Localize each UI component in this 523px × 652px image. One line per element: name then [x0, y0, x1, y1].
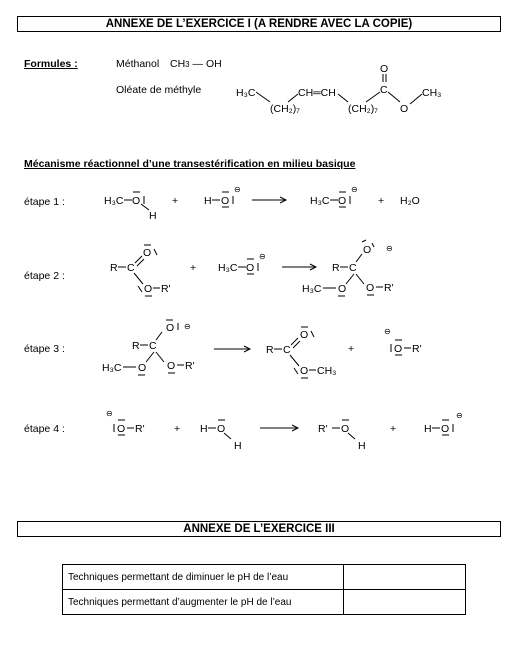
- s3-e-ch3: CH₃: [317, 365, 337, 377]
- s2-t-c: C: [349, 262, 357, 274]
- s1-o: O: [132, 195, 141, 207]
- s3-t-o-top: O: [166, 322, 175, 334]
- oleate-ch2-7-b: (CH₂)₇: [348, 103, 378, 115]
- annexe-1-title-box: [17, 16, 501, 32]
- s2-t-r: R: [332, 262, 340, 274]
- formules-label: Formules :: [24, 58, 78, 70]
- s4-plus-2: +: [390, 423, 397, 435]
- s3-e-o-single: O: [300, 365, 309, 377]
- oleate-h3c: H₃C: [236, 87, 256, 99]
- s3-t-h3c: H₃C: [102, 362, 122, 374]
- step-4-scheme: [100, 406, 480, 456]
- s2-r: R: [110, 262, 118, 274]
- s4-h-left: H: [200, 423, 208, 435]
- s2-t-h3c: H₃C: [302, 283, 322, 295]
- answer-cell-increase-ph[interactable]: [344, 590, 466, 615]
- annexe-3-title-box: [17, 521, 501, 537]
- s3-t-rp: R': [185, 360, 195, 372]
- s3-o-anion: O: [394, 343, 403, 355]
- s2-rp: R': [161, 283, 171, 295]
- s4-charge-1: ⊖: [106, 409, 113, 418]
- s4-o-hydroxide: O: [441, 423, 450, 435]
- ph-techniques-table: [62, 564, 466, 615]
- oleate-carbonyl-o: O: [380, 63, 389, 75]
- s2-t-o-left: O: [338, 283, 347, 295]
- step-2-scheme: [100, 240, 420, 305]
- s3-e-c: C: [283, 344, 291, 356]
- s1-plus-1: +: [172, 195, 179, 207]
- oleate-structure: [230, 63, 450, 120]
- step-3-scheme: [100, 318, 440, 383]
- oleate-ester-o: O: [400, 103, 409, 115]
- methanol-formula: CH3 — OH: [170, 58, 222, 70]
- s2-t-rp: R': [384, 282, 394, 294]
- s3-t-o-right: O: [167, 360, 176, 372]
- s1-h3c-prod: H₃C: [310, 195, 330, 207]
- s2-charge-1: ⊖: [259, 252, 266, 261]
- s2-o: O: [246, 262, 255, 274]
- s4-h-prod: H: [358, 440, 366, 452]
- s3-e-r: R: [266, 344, 274, 356]
- s2-t-charge: ⊖: [386, 244, 393, 253]
- s4-plus-1: +: [174, 423, 181, 435]
- s3-t-charge: ⊖: [184, 322, 191, 331]
- s4-rp-prod: R': [318, 423, 328, 435]
- methanol-label: Méthanol: [116, 58, 160, 70]
- s2-h3c: H₃C: [218, 262, 238, 274]
- oleate-ch-eq-ch: CH═CH: [298, 87, 336, 99]
- s2-o-single: O: [144, 283, 153, 295]
- s1-h3c: H₃C: [104, 195, 124, 207]
- s3-e-o-dbl: O: [300, 329, 309, 341]
- s2-t-o-top: O: [363, 244, 372, 256]
- s1-plus-2: +: [378, 195, 385, 207]
- s4-h-hydroxide: H: [424, 423, 432, 435]
- s1-h2o: H₂O: [400, 195, 420, 207]
- table-row: [63, 565, 466, 590]
- oleate-label: Oléate de méthyle: [116, 84, 202, 96]
- s1-charge-1: ⊖: [234, 185, 241, 194]
- table-row: [63, 590, 466, 615]
- s2-t-o-right: O: [366, 282, 375, 294]
- step-1-scheme: [100, 180, 430, 224]
- s1-charge-2: ⊖: [351, 185, 358, 194]
- s3-charge-2: ⊖: [384, 327, 391, 336]
- s3-plus: +: [348, 343, 355, 355]
- row-label-increase-ph: Techniques permettant d’augmenter le pH de l’eau: [63, 590, 344, 615]
- s1-o-prod: O: [338, 195, 347, 207]
- s1-h: H: [149, 210, 157, 222]
- s3-t-r: R: [132, 340, 140, 352]
- answer-cell-decrease-ph[interactable]: [344, 565, 466, 590]
- oleate-ch2-7-a: (CH₂)₇: [270, 103, 300, 115]
- s3-rp: R': [412, 343, 422, 355]
- annexe-1-title: ANNEXE DE L’EXERCICE I (A RENDRE AVEC LA COPIE): [105, 18, 413, 30]
- s1-o2: O: [221, 195, 230, 207]
- s4-o-anion: O: [117, 423, 126, 435]
- s2-plus: +: [190, 262, 197, 274]
- mechanism-title: Mécanisme réactionnel d’une transestérification en milieu basique: [24, 158, 356, 170]
- s3-t-c: C: [149, 340, 157, 352]
- step-2-label: étape 2 :: [24, 270, 65, 282]
- s4-o-water: O: [217, 423, 226, 435]
- step-3-label: étape 3 :: [24, 343, 65, 355]
- oleate-ch3: CH₃: [422, 87, 442, 99]
- s4-charge-2: ⊖: [456, 411, 463, 420]
- step-4-label: étape 4 :: [24, 423, 65, 435]
- s3-t-o-left: O: [138, 362, 147, 374]
- s4-o-prod: O: [341, 423, 350, 435]
- annexe-3-title: ANNEXE DE L’EXERCICE III: [183, 523, 335, 535]
- s2-o-dbl: O: [143, 247, 152, 259]
- s2-c: C: [127, 262, 135, 274]
- row-label-decrease-ph: Techniques permettant de diminuer le pH de l’eau: [63, 565, 344, 590]
- s1-h2: H: [204, 195, 212, 207]
- s4-rp: R': [135, 423, 145, 435]
- s4-h-bottom: H: [234, 440, 242, 452]
- step-1-label: étape 1 :: [24, 196, 65, 208]
- oleate-carbonyl-c: C: [380, 84, 388, 96]
